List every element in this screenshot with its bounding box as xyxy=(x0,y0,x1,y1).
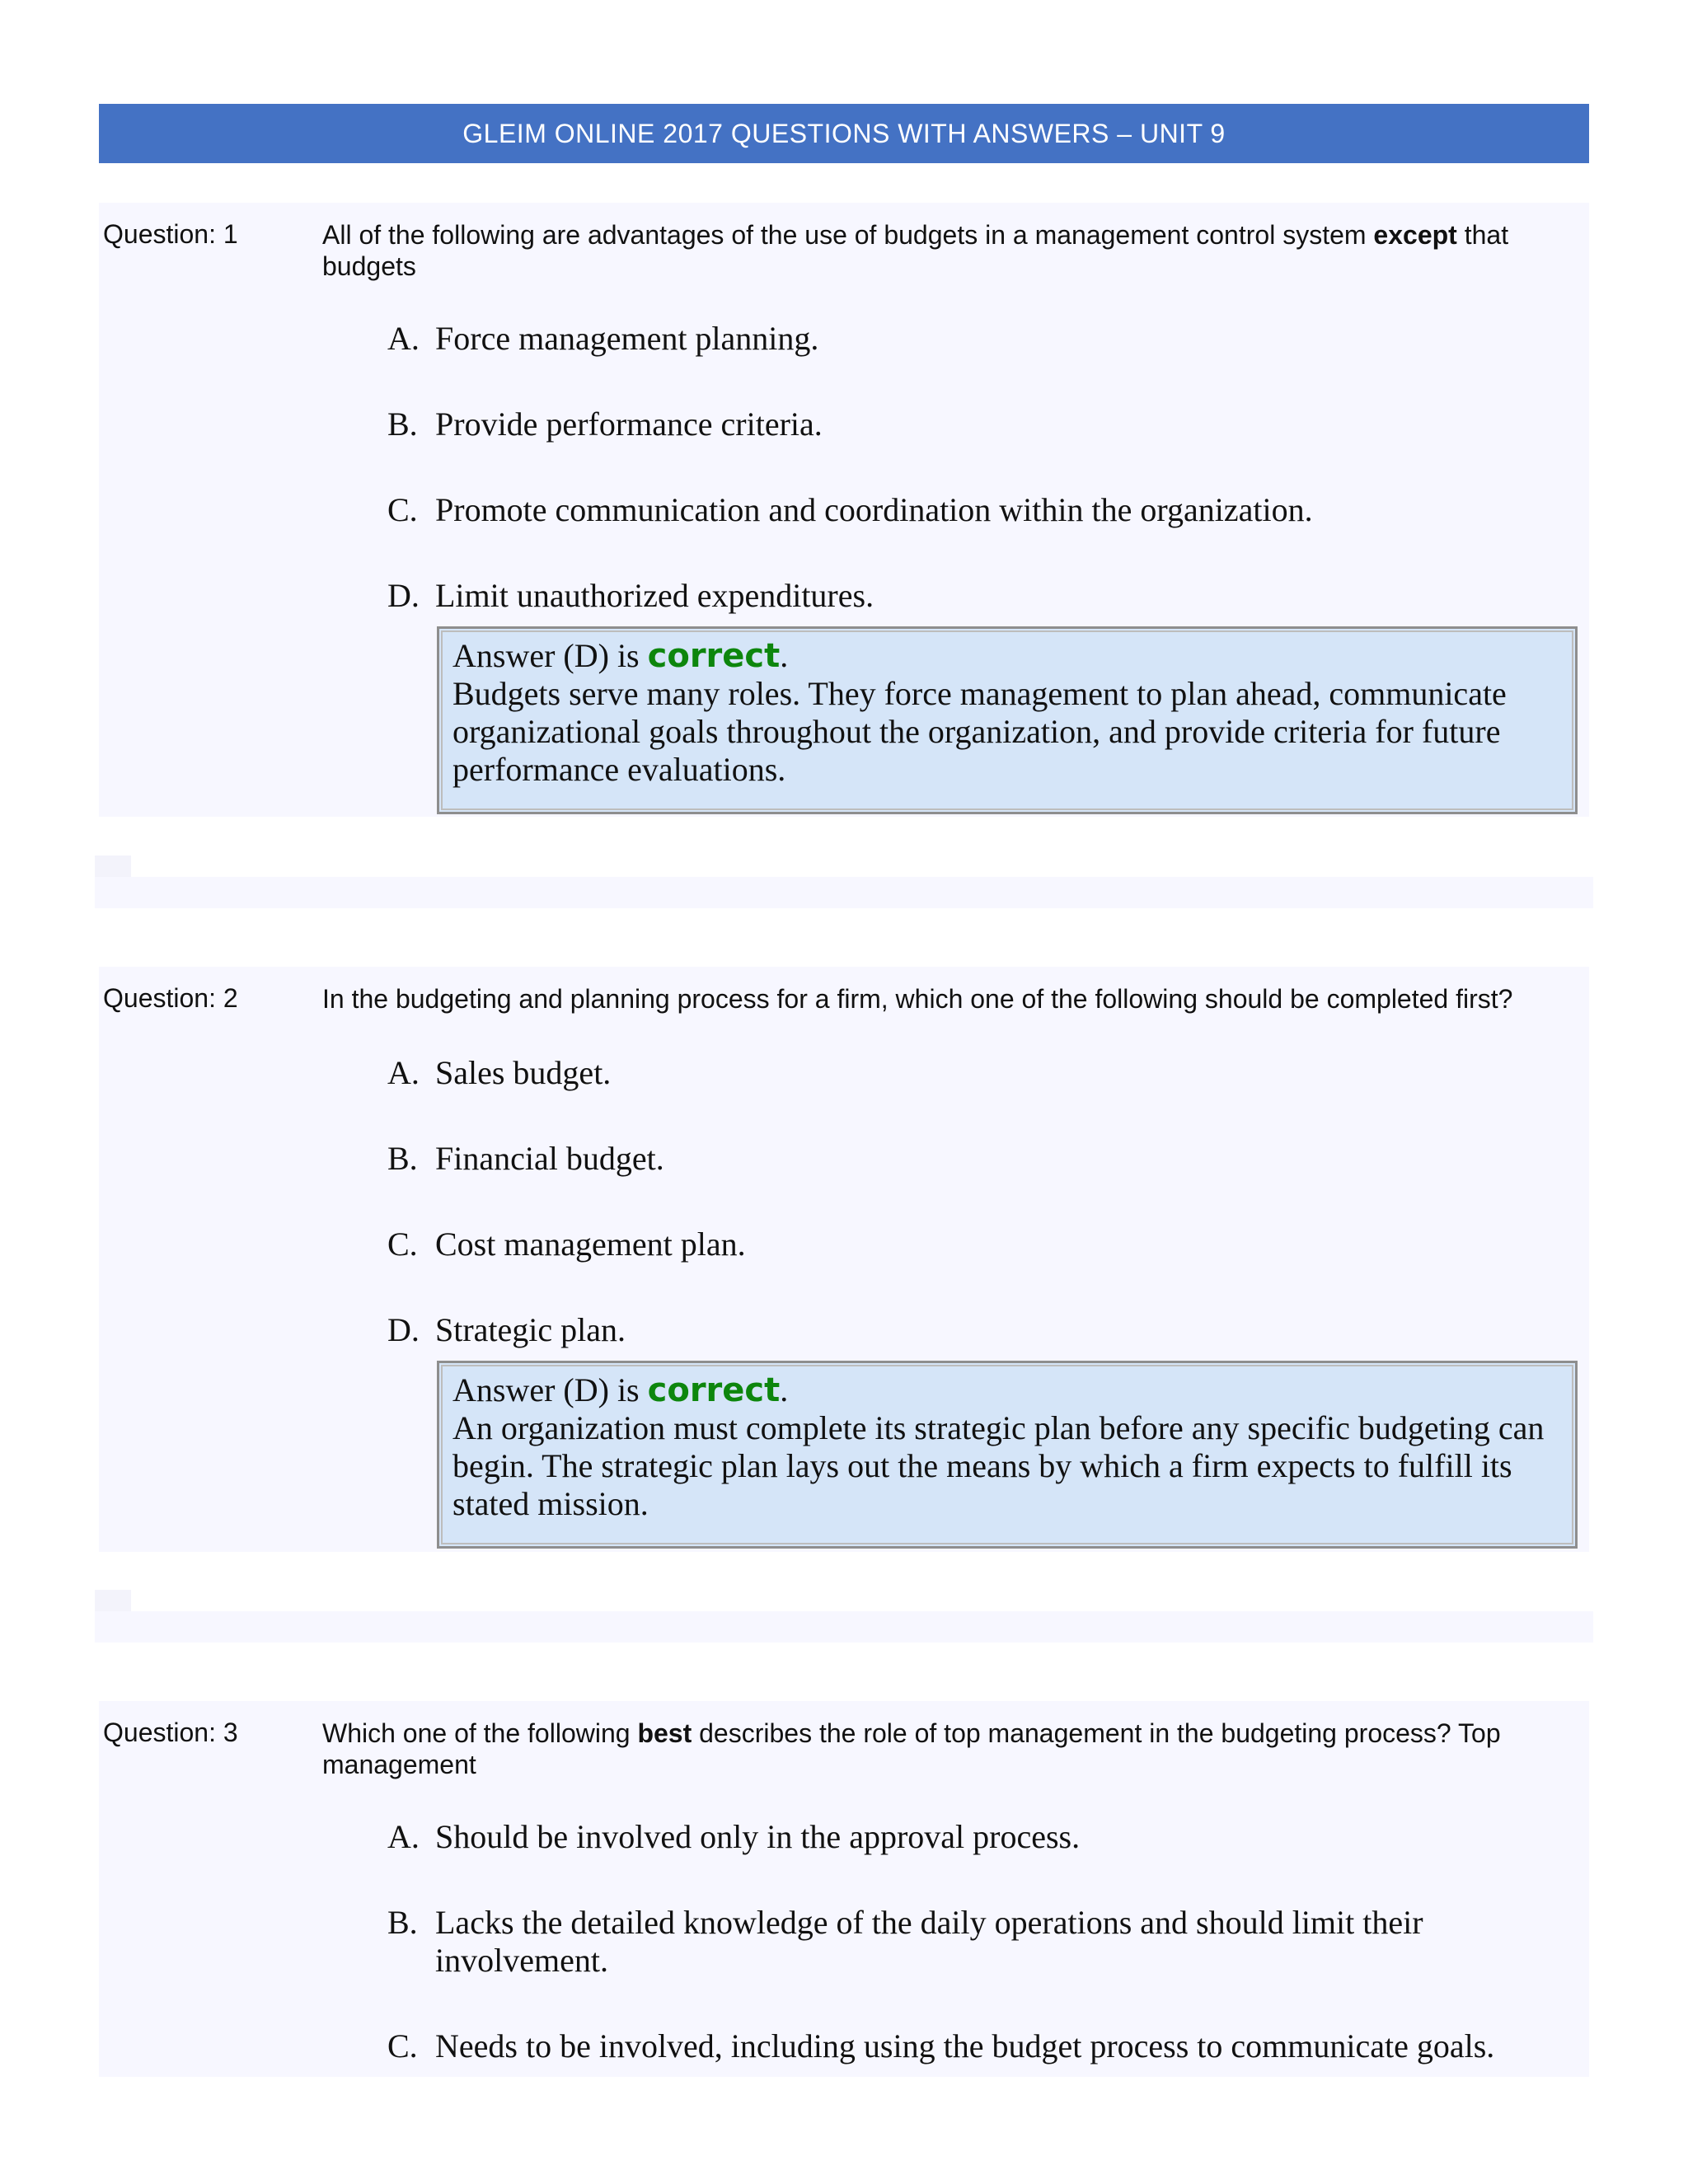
option-text: Needs to be involved, including using the budget process to communicate goals. xyxy=(435,2027,1495,2064)
answer-box xyxy=(437,1361,1578,1549)
answer-status: correct xyxy=(647,1371,781,1409)
question-stem xyxy=(322,1718,1583,1780)
option-letter: B. xyxy=(387,405,418,443)
answer-explanation: Budgets serve many roles. They force management to plan ahead, communicate organizational goals throughout the organization, and provide criteria for future performance evaluations. xyxy=(452,675,1507,788)
option-a[interactable] xyxy=(387,1054,1558,1092)
answer-prefix: Answer (D) is xyxy=(452,637,648,674)
option-letter: A. xyxy=(387,1818,420,1855)
question-label: Question: 3 xyxy=(103,1718,238,1747)
page-header xyxy=(99,104,1589,163)
question-separator xyxy=(95,1611,1593,1643)
stem-text: describes the role of top management in the budgeting process? Top management xyxy=(322,1718,1501,1779)
option-c[interactable] xyxy=(387,2027,1558,2065)
answer-explanation: An organization must complete its strategic plan before any specific budgeting can begin. The strategic plan lays out the means by which a firm expects to fulfill its stated mission. xyxy=(452,1409,1545,1522)
answer-prefix: Answer (D) is xyxy=(452,1371,648,1408)
stem-text: All of the following are advantages of the use of budgets in a management control system xyxy=(322,220,1374,250)
option-letter: B. xyxy=(387,1904,418,1941)
stem-text: In the budgeting and planning process for a firm, which one of the following should be completed first? xyxy=(322,984,1513,1014)
option-letter: C. xyxy=(387,2027,418,2064)
answer-suffix: . xyxy=(780,1371,789,1408)
answer-heading xyxy=(452,1371,1564,1409)
option-text: Lacks the detailed knowledge of the daily operations and should limit their involvement. xyxy=(435,1904,1423,1979)
option-text: Strategic plan. xyxy=(435,1311,626,1348)
stem-emphasis: except xyxy=(1373,220,1457,250)
option-letter: B. xyxy=(387,1140,418,1177)
stem-emphasis: best xyxy=(637,1718,692,1748)
question-1 xyxy=(99,203,1589,817)
option-text: Should be involved only in the approval process. xyxy=(435,1818,1081,1855)
option-letter: C. xyxy=(387,1226,418,1263)
question-separator xyxy=(95,877,1593,908)
option-a[interactable] xyxy=(387,1818,1558,1856)
option-b[interactable] xyxy=(387,405,1558,443)
option-b[interactable] xyxy=(387,1140,1558,1178)
question-stem xyxy=(322,219,1583,282)
option-text: Sales budget. xyxy=(435,1054,612,1091)
header-title: GLEIM ONLINE 2017 QUESTIONS WITH ANSWERS – UNIT 9 xyxy=(462,118,1226,148)
option-text: Cost management plan. xyxy=(435,1226,746,1263)
option-text: Limit unauthorized expenditures. xyxy=(435,577,874,614)
separator-notch xyxy=(95,1590,131,1611)
separator-notch xyxy=(95,855,131,877)
question-label: Question: 2 xyxy=(103,983,238,1013)
option-b[interactable] xyxy=(387,1904,1558,1980)
option-letter: D. xyxy=(387,1311,420,1348)
stem-text: that budgets xyxy=(322,220,1509,281)
question-2 xyxy=(99,967,1589,1552)
option-text: Promote communication and coordination within the organization. xyxy=(435,491,1313,528)
option-c[interactable] xyxy=(387,491,1558,529)
stem-text: Which one of the following xyxy=(322,1718,638,1748)
option-a[interactable] xyxy=(387,320,1558,358)
option-letter: D. xyxy=(387,577,420,614)
option-text: Financial budget. xyxy=(435,1140,664,1177)
option-text: Provide performance criteria. xyxy=(435,405,823,443)
option-text: Force management planning. xyxy=(435,320,819,357)
answer-heading xyxy=(452,637,1564,675)
answer-box xyxy=(437,626,1578,814)
option-d[interactable] xyxy=(387,1311,1558,1349)
option-letter: A. xyxy=(387,1054,420,1091)
option-letter: C. xyxy=(387,491,418,528)
answer-suffix: . xyxy=(780,637,789,674)
question-stem xyxy=(322,983,1583,1015)
option-letter: A. xyxy=(387,320,420,357)
answer-status: correct xyxy=(647,637,781,675)
question-label: Question: 1 xyxy=(103,219,238,249)
option-d[interactable] xyxy=(387,577,1558,615)
question-3 xyxy=(99,1701,1589,2077)
option-c[interactable] xyxy=(387,1226,1558,1263)
